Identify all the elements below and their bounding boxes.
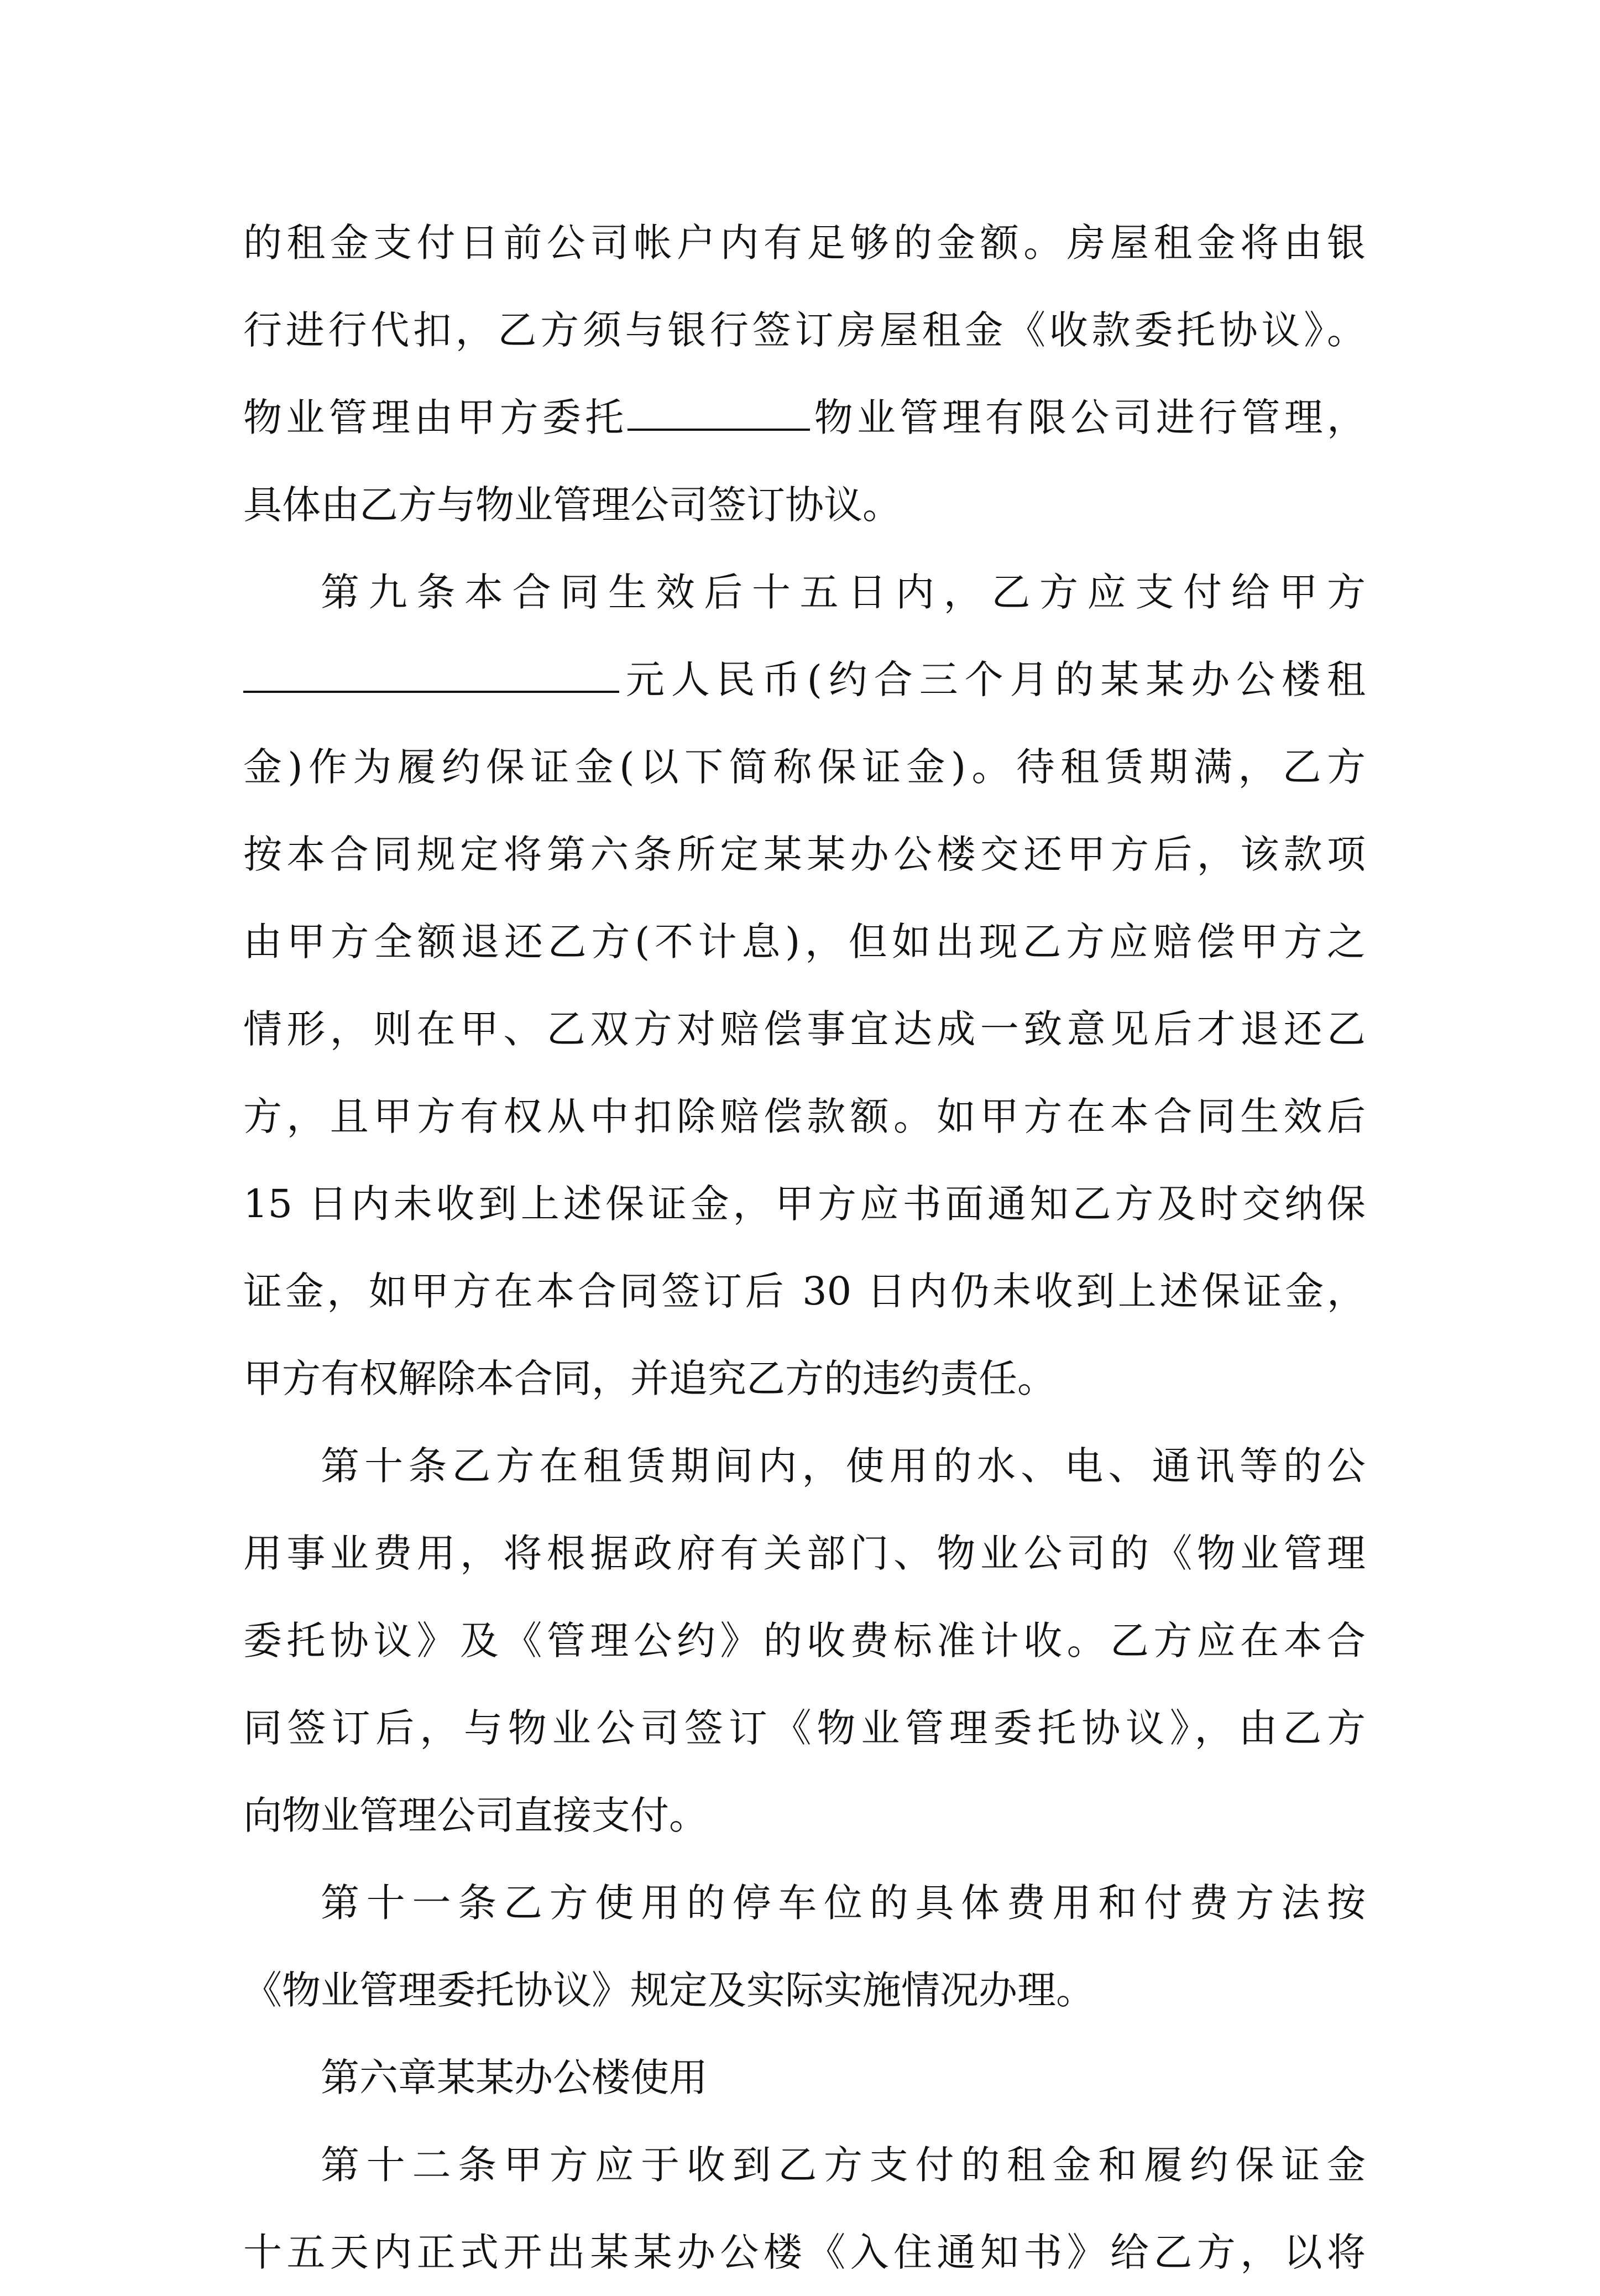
fill-in-blank: [628, 394, 810, 431]
article-11-first-line: 第十一条乙方使用的停车位的具体费用和付费方法按: [321, 1880, 1366, 1925]
text-line: 证金，如甲方在本合同签订后 30 日内仍未收到上述保证金，: [243, 1269, 1366, 1314]
text-line: 金)作为履约保证金(以下简称保证金)。待租赁期满，乙方: [243, 744, 1366, 790]
text-line: 《物业管理委托协议》规定及实际实施情况办理。: [243, 1968, 1095, 2013]
article-10-first-line: 第十条乙方在租赁期间内，使用的水、电、通讯等的公: [321, 1443, 1366, 1489]
text-line: 方，且甲方有权从中扣除赔偿款额。如甲方在本合同生效后: [243, 1094, 1366, 1139]
fill-in-blank: [243, 656, 619, 693]
text-line: 行进行代扣，乙方须与银行签订房屋租金《收款委托协议》。: [243, 307, 1366, 353]
article-12-first-line: 第十二条甲方应于收到乙方支付的租金和履约保证金: [321, 2142, 1366, 2188]
text-line: 甲方有权解除本合同，并追究乙方的违约责任。: [243, 1356, 1056, 1401]
article-9-first-line: 第九条本合同生效后十五日内，乙方应支付给甲方: [321, 570, 1366, 615]
text-segment: 元人民币(约合三个月的某某办公楼租: [619, 657, 1366, 702]
text-line: 由甲方全额退还乙方(不计息)，但如出现乙方应赔偿甲方之: [243, 919, 1366, 964]
text-line: 的租金支付日前公司帐户内有足够的金额。房屋租金将由银: [243, 220, 1366, 265]
text-line: [243, 636, 1366, 723]
text-segment: 物业管理有限公司进行管理，: [810, 395, 1366, 440]
text-line: 用事业费用，将根据政府有关部门、物业公司的《物业管理: [243, 1531, 1366, 1576]
text-line: [243, 374, 1366, 461]
text-line: 15 日内未收到上述保证金，甲方应书面通知乙方及时交纳保: [243, 1181, 1366, 1227]
text-segment: 物业管理由甲方委托: [243, 395, 628, 440]
text-line: 同签订后，与物业公司签订《物业管理委托协议》，由乙方: [243, 1705, 1366, 1751]
text-line: 按本合同规定将第六条所定某某办公楼交还甲方后，该款项: [243, 832, 1366, 877]
text-line: 十五天内正式开出某某办公楼《入住通知书》给乙方，以将: [243, 2230, 1366, 2275]
text-line: 向物业管理公司直接支付。: [243, 1793, 708, 1838]
text-line: 委托协议》及《管理公约》的收费标准计收。乙方应在本合: [243, 1618, 1366, 1663]
chapter-heading: 第六章某某办公楼使用: [321, 2055, 708, 2100]
document-page: [243, 199, 1366, 2296]
text-line: 情形，则在甲、乙双方对赔偿事宜达成一致意见后才退还乙: [243, 1006, 1366, 1052]
text-line: 具体由乙方与物业管理公司签订协议。: [243, 482, 901, 528]
